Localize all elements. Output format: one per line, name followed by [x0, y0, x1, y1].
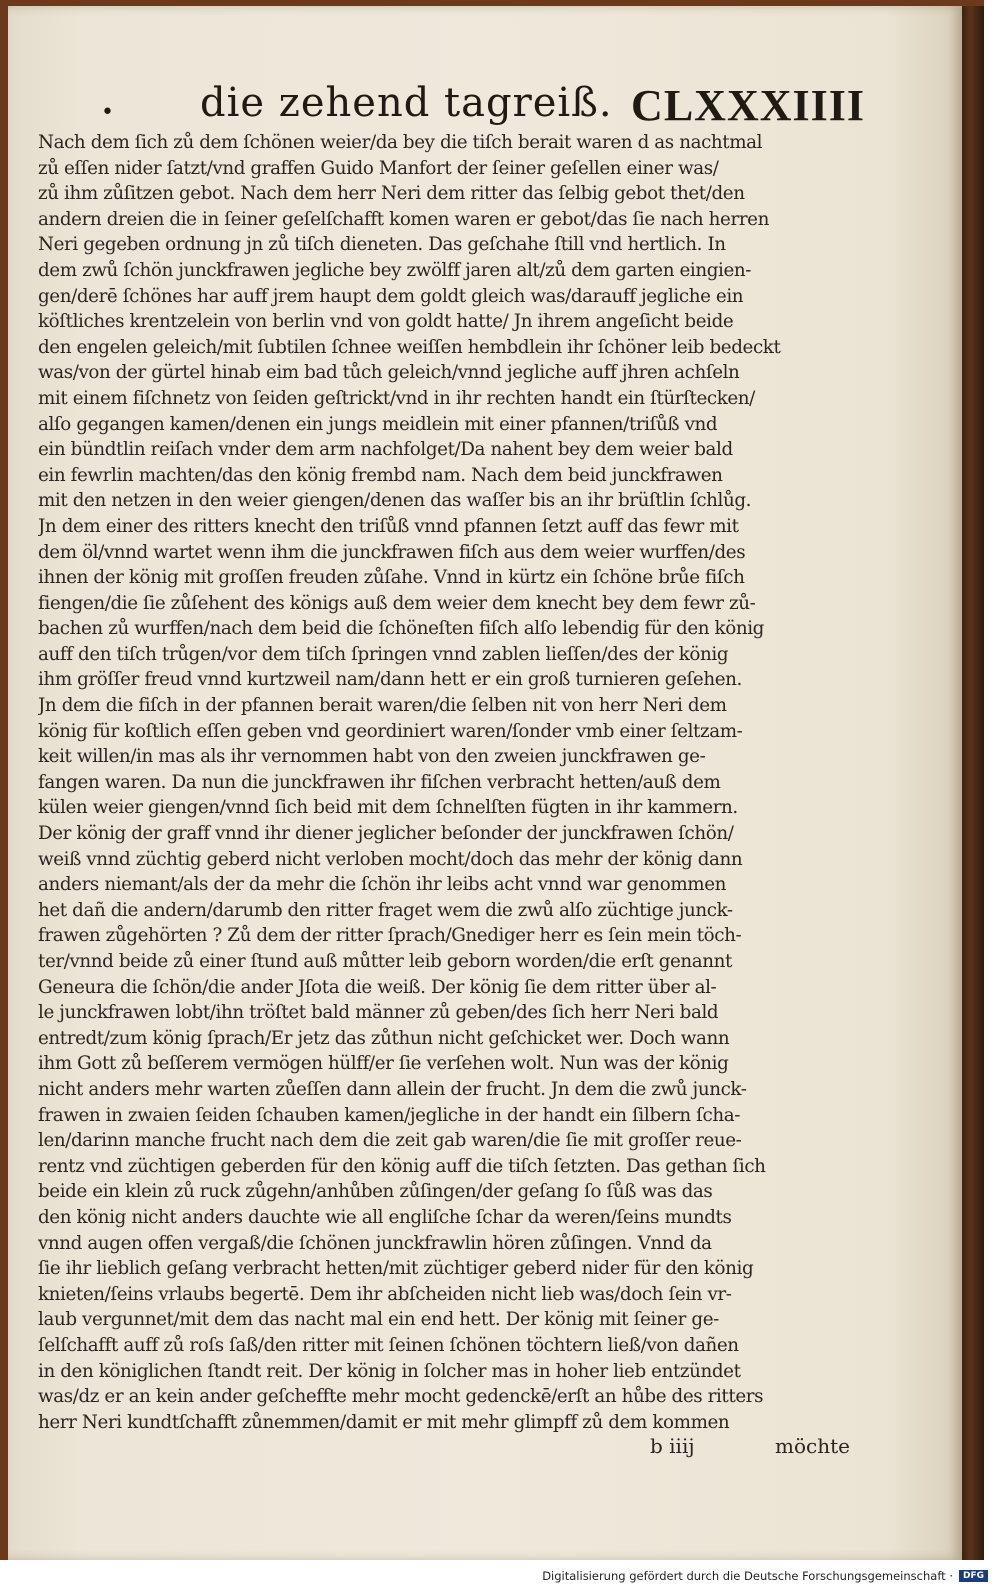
text-line: frawen in zwaien ſeiden ſchauben kamen/jegliche in der handt ein ſilbern ſcha- [38, 1104, 741, 1126]
text-line: den könig nicht anders dauchte wie all engliſche ſchar da weren/ſeins mundts [38, 1206, 732, 1228]
text-line: le junckfrawen lobt/ihn tröſtet bald männer zů geben/des ſich herr Neri bald [38, 1002, 719, 1024]
text-line: laub vergunnet/mit dem das nacht mal ein end hett. Der könig mit ſeiner ge- [38, 1309, 719, 1331]
text-line: het dañ die andern/darumb den ritter fraget wem die zwů alſo züchtige junck- [38, 899, 733, 921]
text-line: rentz vnd züchtigen geberden für den könig auff die tiſch ſetzten. Das gethan ſich [38, 1155, 766, 1177]
text-line: was/von der gürtel hinab eim bad tůch geleich/vnnd jegliche auff jhren achſeln [38, 362, 740, 384]
text-line: andern dreien die in ſeiner geſelſchafft komen waren er gebot/das ſie nach herren [38, 208, 769, 230]
text-line: bachen zů wurffen/nach dem beid die ſchöneſten fiſch alſo lebendig für den könig [38, 618, 764, 640]
text-line: ſelſchafft auff zů roſs ſaß/den ritter mit ſeinen ſchönen töchtern ließ/von dañen [38, 1334, 739, 1356]
text-line: külen weier giengen/vnnd ſich beid mit dem ſchnelſten fügten in ihr kammern. [38, 797, 738, 819]
text-line: Geneura die ſchön/die ander Jſota die weiß. Der könig ſie dem ritter über al- [38, 976, 717, 998]
text-line: alſo gegangen kamen/denen ein jungs meidlein mit einer pfannen/triſůß vnd [38, 413, 718, 435]
text-line: dem zwů ſchön junckfrawen jegliche bey zwölff jaren alt/zů dem garten eingien- [38, 259, 752, 281]
text-line: nicht anders mehr warten zůeſſen dann allein der frucht. Jn dem die zwů junck- [38, 1078, 747, 1100]
text-line: auff den tiſch trůgen/vor dem tiſch ſpringen vnnd zablen lieſſen/des der könig [38, 643, 729, 665]
header-dot: • [101, 100, 114, 125]
text-line: Der könig der graff vnnd ihr diener jeglicher beſonder der junckfrawen ſchön/ [38, 823, 734, 845]
text-line: könig für koſtlich eſſen geben vnd geordiniert waren/ſonder vmb einer ſeltzam- [38, 720, 743, 742]
text-line: Neri gegeben ordnung jn zů tiſch dieneten. Das geſchahe ſtill vnd hertlich. In [38, 234, 726, 256]
text-line: fiengen/die ſie zůſehent des königs auß dem weier dem knecht bey dem fewr zů- [38, 592, 756, 614]
text-line: anders niemant/als der da mehr die ſchön ihr leibs acht vnnd war genommen [38, 874, 727, 896]
text-line: zů ihm zůſitzen gebot. Nach dem herr Neri dem ritter das ſelbig gebot thet/den [38, 183, 745, 205]
signature-mark: b iiij [650, 1434, 695, 1458]
text-line: Jn dem einer des ritters knecht den triſůß vnnd pfannen ſetzt auff das fewr mit [38, 515, 739, 537]
text-line: Nach dem ſich zů dem ſchönen weier/da bey die tiſch berait waren d as nachtmal [38, 132, 763, 153]
text-line: len/darinn manche frucht nach dem die zeit gab waren/die ſie mit groſſer reue- [38, 1130, 742, 1152]
text-line: beide ein klein zů ruck zůgehn/anhůben zůſingen/der geſang ſo ſůß was das [38, 1181, 713, 1203]
text-line: ihm gröſſer freud vnnd kurtzweil nam/dann hett er ein groß turnieren geſehen. [38, 669, 742, 691]
text-line: vnnd augen offen vergaß/die ſchönen junckfrawlin hören zůſingen. Vnnd da [38, 1232, 712, 1254]
text-line: ein bündtlin reiſach vnder dem arm nachfolget/Da nahent bey dem weier bald [38, 439, 733, 461]
text-line: ein fewrlin machten/das den könig frembd nam. Nach dem beid junckfrawen [38, 464, 723, 486]
text-line: ter/vnnd beide zů einer ſtund auß můtter leib geborn worden/die erſt genannt [38, 951, 732, 972]
text-line: fangen waren. Da nun die junckfrawen ihr fiſchen verbracht hetten/auß dem [38, 771, 721, 793]
text-line: ſie ihr lieblich geſang verbracht hetten/mit züchtiger geberd nider für den könig [38, 1258, 754, 1280]
text-line: zů eſſen nider ſatzt/vnd graffen Guido Manfort der ſeiner geſellen einer was/ [38, 157, 719, 179]
text-line: knieten/ſeins vrlaubs begertē. Dem ihr abſcheiden nicht lieb was/doch ſein vr- [38, 1283, 732, 1305]
text-line: gen/derē ſchönes har auff jrem haupt dem goldt gleich was/darauff jegliche ein [38, 285, 744, 307]
text-line: entredt/zum könig ſprach/Er jetz das zůthun nicht geſchicket wer. Doch wann [38, 1027, 730, 1049]
dfg-logo: DFG [959, 1570, 988, 1582]
text-line: mit den netzen in den weier giengen/denen das waſſer bis an ihr brüſtlin ſchlůg. [38, 490, 752, 512]
text-line: köſtliches krentzelein von berlin vnd von goldt hatte/ Jn ihrem angeſicht beide [38, 311, 734, 333]
text-line: dem öl/vnnd wartet wenn ihm die junckfrawen fiſch aus dem weier wurffen/des [38, 541, 746, 563]
book-edge [962, 6, 984, 1560]
text-line: keit willen/in mas als ihr vernommen habt von den zweien junckfrawen ge- [38, 746, 706, 768]
folio-number: CLXXXIIII [631, 81, 865, 130]
text-line: ihnen der könig mit groſſen freuden zůſahe. Vnnd in kürtz ein ſchöne brůe fiſch [38, 567, 745, 589]
footer-credit [542, 1569, 988, 1583]
text-line: ihm Gott zů beſſerem vermögen hülff/er ſie verſehen wolt. Nun was der könig [38, 1053, 729, 1075]
text-line: was/dz er an kein ander geſcheffte mehr mocht gedenckē/erſt an hůbe des ritters [38, 1386, 764, 1408]
text-line: weiß vnnd züchtig geberd nicht verloben mocht/doch das mehr der könig dann [38, 848, 743, 870]
text-line: mit einem fiſchnetz von ſeiden geſtrickt/vnd in ihr rechten handt ein ſtürſtecken/ [38, 387, 755, 409]
catchword: möchte [775, 1434, 850, 1458]
text-line: Jn dem die fiſch in der pfannen berait waren/die ſelben nit von herr Neri dem [38, 695, 727, 717]
body-text [38, 130, 863, 1435]
text-line: in den königlichen ſtandt reit. Der könig in ſolcher mas in hoher lieb entzündet [38, 1360, 741, 1382]
text-line: frawen zůgehörten ? Zů dem der ritter ſprach/Gnediger herr es ſein mein töch- [38, 925, 742, 947]
footer-text: Digitalisierung gefördert durch die Deutsche Forschungsgemeinschaft · [542, 1569, 953, 1583]
running-title: die zehend tagreiß. [200, 80, 613, 126]
text-line: den engelen geleich/mit ſubtilen ſchnee weiſſen hembdlein ihr ſchöner leib bedeckt [38, 336, 781, 358]
text-line: herr Neri kundtſchafft zůnemmen/damit er mit mehr glimpff zů dem kommen [38, 1411, 730, 1433]
catchline [650, 1434, 850, 1464]
